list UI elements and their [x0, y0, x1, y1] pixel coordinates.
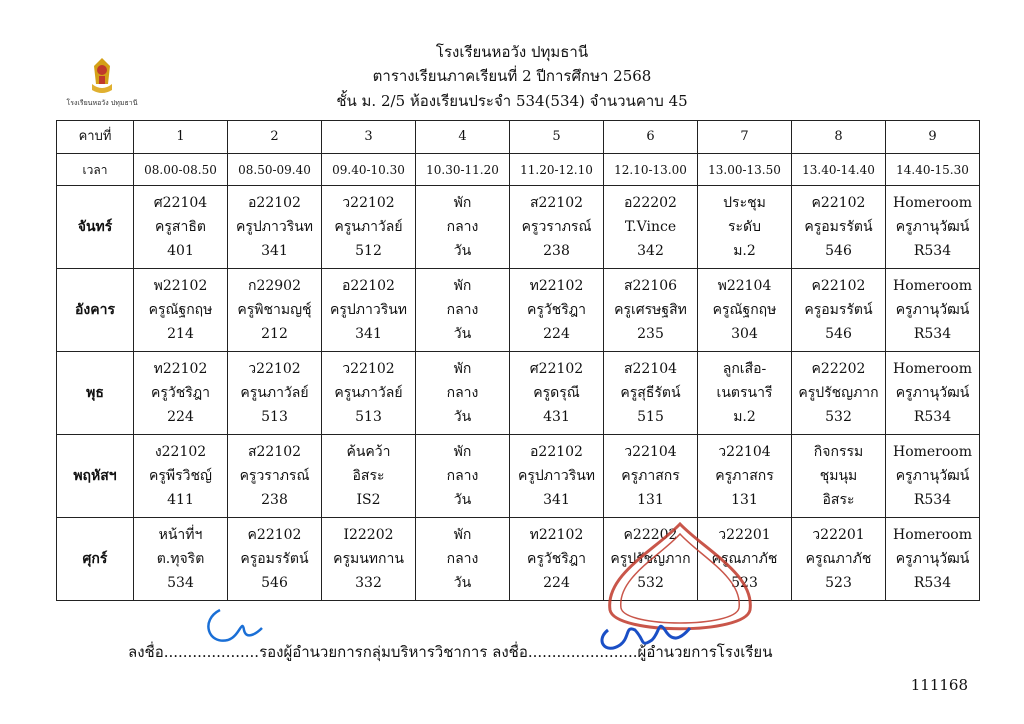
class-cell: [322, 269, 416, 352]
teacher-name: ครูวราภรณ์: [521, 219, 592, 235]
room-number: ม.2: [733, 243, 756, 259]
room-number: วัน: [453, 492, 472, 508]
class-cell: [698, 186, 792, 269]
logo-caption: โรงเรียนหอวัง ปทุมธานี: [66, 99, 138, 107]
class-cell: [416, 435, 510, 518]
subject-code: ว22201: [812, 527, 865, 543]
teacher-name: ครูอมรรัตน์: [804, 219, 873, 235]
teacher-name: ครูภานุวัฒน์: [895, 551, 970, 567]
period-number: 4: [416, 121, 510, 154]
teacher-name: ครูวัชริฎา: [150, 385, 211, 401]
room-number: 238: [261, 492, 288, 508]
subject-code: ว22104: [624, 444, 677, 460]
teacher-name: ครูวราภรณ์: [239, 468, 310, 484]
teacher-name: กลาง: [446, 468, 479, 484]
room-number: R534: [913, 409, 952, 425]
subject-code: อ22202: [624, 195, 677, 211]
subject-code: พัก: [453, 361, 472, 377]
room-number: วัน: [453, 326, 472, 342]
subject-code: ส22104: [623, 361, 678, 377]
subject-code: ท22102: [529, 278, 584, 294]
document-number: 111168: [910, 676, 968, 694]
subject-code: ค22102: [811, 278, 866, 294]
teacher-name: ครูสุธีรัตน์: [620, 385, 681, 401]
class-cell: [322, 435, 416, 518]
period-time: 10.30-11.20: [416, 154, 510, 186]
subject-code: ค22102: [247, 527, 302, 543]
timetable: [56, 120, 980, 601]
period-time: 09.40-10.30: [322, 154, 416, 186]
subject-code: ส22106: [623, 278, 678, 294]
class-cell: [792, 186, 886, 269]
time-label: เวลา: [57, 154, 134, 186]
subject-code: พ22102: [153, 278, 208, 294]
period-number: 8: [792, 121, 886, 154]
teacher-name: ครูณัฐกฤษ: [148, 302, 213, 318]
teacher-name: ครูปรัชญภาก: [610, 551, 691, 567]
class-cell: [510, 435, 604, 518]
subject-code: ส22102: [247, 444, 302, 460]
room-number: วัน: [453, 575, 472, 591]
room-number: 546: [261, 575, 288, 591]
subject-code: ลูกเสือ-: [722, 361, 767, 377]
subject-code: ศ22102: [529, 361, 584, 377]
teacher-name: ครูอมรรัตน์: [804, 302, 873, 318]
teacher-name: ครูณภาภัช: [711, 551, 778, 567]
class-cell: [886, 269, 980, 352]
class-cell: [510, 186, 604, 269]
subject-code: ศ22104: [153, 195, 208, 211]
room-number: 341: [543, 492, 570, 508]
teacher-name: ต.ทุจริต: [156, 551, 205, 567]
subject-code: หน้าที่ฯ: [158, 527, 203, 543]
class-cell: [228, 352, 322, 435]
class-cell: [228, 186, 322, 269]
room-number: 235: [637, 326, 664, 342]
teacher-name: ครูนภาวัลย์: [240, 385, 309, 401]
class-cell: [134, 186, 228, 269]
teacher-name: ครูภาสกร: [715, 468, 774, 484]
class-cell: [416, 352, 510, 435]
room-number: 513: [261, 409, 288, 425]
subject-code: I22202: [343, 527, 394, 543]
teacher-name: ครูปภาวรินท: [329, 302, 408, 318]
subject-code: Homeroom: [892, 278, 973, 294]
day-row: [57, 518, 980, 601]
class-cell: [510, 269, 604, 352]
period-number: 7: [698, 121, 792, 154]
teacher-name: ครูวัชริฎา: [526, 302, 587, 318]
room-number: อิสระ: [822, 492, 855, 508]
teacher-name: ครูอมรรัตน์: [240, 551, 309, 567]
room-number: 332: [355, 575, 382, 591]
class-cell: [416, 518, 510, 601]
room-number: 342: [637, 243, 664, 259]
time-row: [57, 154, 980, 186]
school-name: โรงเรียนหอวัง ปทุมธานี: [435, 43, 589, 61]
class-cell: [134, 269, 228, 352]
subject-code: ค22102: [811, 195, 866, 211]
period-number: 6: [604, 121, 698, 154]
subject-code: อ22102: [530, 444, 583, 460]
room-number: 131: [731, 492, 758, 508]
class-cell: [416, 269, 510, 352]
subject-code: ว22104: [718, 444, 771, 460]
room-number: 304: [731, 326, 758, 342]
subject-code: ค22202: [623, 527, 678, 543]
class-cell: [604, 269, 698, 352]
teacher-name: ครูมนทกาน: [333, 551, 404, 567]
room-number: 224: [167, 409, 194, 425]
room-number: 532: [825, 409, 852, 425]
room-number: 431: [543, 409, 570, 425]
day-name: อังคาร: [57, 269, 134, 352]
teacher-name: เนตรนารี: [716, 385, 773, 401]
teacher-name: ชุมนุม: [819, 468, 858, 484]
teacher-name: ครูเศรษฐสิท: [614, 302, 687, 318]
teacher-name: ครูนภาวัลย์: [334, 219, 403, 235]
class-cell: [698, 352, 792, 435]
class-cell: [698, 269, 792, 352]
class-cell: [322, 352, 416, 435]
class-cell: [698, 435, 792, 518]
period-time: 11.20-12.10: [510, 154, 604, 186]
teacher-name: ครูพีรวิชญ์: [149, 468, 212, 484]
subject-code: ส22102: [529, 195, 584, 211]
period-row: [57, 121, 980, 154]
room-number: 534: [167, 575, 194, 591]
teacher-name: ครูภานุวัฒน์: [895, 385, 970, 401]
room-number: ม.2: [733, 409, 756, 425]
school-emblem-icon: [82, 56, 122, 98]
day-row: [57, 435, 980, 518]
class-cell: [228, 518, 322, 601]
period-time: 08.50-09.40: [228, 154, 322, 186]
day-name: จันทร์: [57, 186, 134, 269]
class-cell: [886, 518, 980, 601]
class-cell: [604, 435, 698, 518]
room-number: 512: [355, 243, 382, 259]
teacher-name: ครูนภาวัลย์: [334, 385, 403, 401]
class-cell: [228, 269, 322, 352]
teacher-name: ครูวัชริฎา: [526, 551, 587, 567]
subject-code: ค้นคว้า: [346, 444, 391, 460]
class-cell: [604, 186, 698, 269]
teacher-name: ครูดรุณี: [533, 385, 580, 401]
class-info: ชั้น ม. 2/5 ห้องเรียนประจำ 534(534) จำนวนคาบ 45: [336, 92, 688, 110]
school-logo: [82, 56, 122, 98]
day-row: [57, 186, 980, 269]
subject-code: Homeroom: [892, 444, 973, 460]
subject-code: ท22102: [153, 361, 208, 377]
class-cell: [416, 186, 510, 269]
room-number: 131: [637, 492, 664, 508]
teacher-name: ครูภานุวัฒน์: [895, 219, 970, 235]
room-number: 546: [825, 326, 852, 342]
timetable-title: ตารางเรียนภาคเรียนที่ 2 ปีการศึกษา 2568: [372, 67, 652, 85]
signature-line: ลงชื่อ....................รองผู้อำนวยการกลุ่มบริหารวิชาการ ลงชื่อ.......................ผู้อำนวยการโรงเรียน: [128, 643, 773, 661]
subject-code: ว22102: [342, 195, 395, 211]
class-cell: [322, 186, 416, 269]
teacher-name: อิสระ: [352, 468, 385, 484]
subject-code: ง22102: [154, 444, 207, 460]
room-number: 523: [825, 575, 852, 591]
period-time: 13.40-14.40: [792, 154, 886, 186]
room-number: R534: [913, 243, 952, 259]
room-number: 515: [637, 409, 664, 425]
subject-code: ว22102: [342, 361, 395, 377]
period-label: คาบที่: [57, 121, 134, 154]
subject-code: ก22902: [247, 278, 301, 294]
class-cell: [792, 269, 886, 352]
subject-code: พัก: [453, 195, 472, 211]
room-number: IS2: [356, 492, 381, 508]
teacher-name: ระดับ: [727, 219, 762, 235]
class-cell: [886, 435, 980, 518]
room-number: 401: [167, 243, 194, 259]
room-number: R534: [913, 575, 952, 591]
class-cell: [792, 352, 886, 435]
class-cell: [604, 352, 698, 435]
teacher-name: ครูภานุวัฒน์: [895, 468, 970, 484]
subject-code: ค22202: [811, 361, 866, 377]
teacher-name: ครูณภาภัช: [805, 551, 872, 567]
room-number: 523: [731, 575, 758, 591]
room-number: 513: [355, 409, 382, 425]
subject-code: อ22102: [342, 278, 395, 294]
day-name: พฤหัสฯ: [57, 435, 134, 518]
room-number: 224: [543, 326, 570, 342]
class-cell: [792, 518, 886, 601]
subject-code: Homeroom: [892, 195, 973, 211]
teacher-name: กลาง: [446, 219, 479, 235]
teacher-name: ครูปภาวรินท: [235, 219, 314, 235]
subject-code: กิจกรรม: [813, 444, 864, 460]
class-cell: [228, 435, 322, 518]
room-number: 341: [261, 243, 288, 259]
period-number: 2: [228, 121, 322, 154]
day-row: [57, 352, 980, 435]
day-row: [57, 269, 980, 352]
period-number: 1: [134, 121, 228, 154]
subject-code: Homeroom: [892, 527, 973, 543]
room-number: 212: [261, 326, 288, 342]
period-time: 13.00-13.50: [698, 154, 792, 186]
subject-code: ว22102: [248, 361, 301, 377]
period-time: 08.00-08.50: [134, 154, 228, 186]
room-number: R534: [913, 326, 952, 342]
period-number: 9: [886, 121, 980, 154]
room-number: 214: [167, 326, 194, 342]
teacher-name: กลาง: [446, 385, 479, 401]
teacher-name: T.Vince: [624, 219, 677, 235]
room-number: วัน: [453, 243, 472, 259]
subject-code: ว22201: [718, 527, 771, 543]
day-name: พุธ: [57, 352, 134, 435]
period-number: 5: [510, 121, 604, 154]
period-number: 3: [322, 121, 416, 154]
room-number: 238: [543, 243, 570, 259]
teacher-name: ครูสาธิต: [155, 219, 206, 235]
class-cell: [134, 518, 228, 601]
subject-code: พัก: [453, 444, 472, 460]
subject-code: พัก: [453, 278, 472, 294]
subject-code: Homeroom: [892, 361, 973, 377]
class-cell: [134, 435, 228, 518]
teacher-name: ครูภาสกร: [621, 468, 680, 484]
teacher-name: ครูปภาวรินท: [517, 468, 596, 484]
subject-code: อ22102: [248, 195, 301, 211]
room-number: 411: [167, 492, 194, 508]
day-name: ศุกร์: [57, 518, 134, 601]
teacher-name: กลาง: [446, 551, 479, 567]
subject-code: พัก: [453, 527, 472, 543]
subject-code: ท22102: [529, 527, 584, 543]
class-cell: [886, 352, 980, 435]
period-time: 14.40-15.30: [886, 154, 980, 186]
class-cell: [886, 186, 980, 269]
class-cell: [510, 352, 604, 435]
room-number: 341: [355, 326, 382, 342]
teacher-name: ครูภานุวัฒน์: [895, 302, 970, 318]
teacher-name: ครูพิชามญชุ์: [237, 302, 312, 318]
teacher-name: ครูปรัชญภาก: [798, 385, 879, 401]
class-cell: [322, 518, 416, 601]
room-number: R534: [913, 492, 952, 508]
room-number: 532: [637, 575, 664, 591]
room-number: 224: [543, 575, 570, 591]
teacher-name: ครูณัฐกฤษ: [712, 302, 777, 318]
class-cell: [134, 352, 228, 435]
period-time: 12.10-13.00: [604, 154, 698, 186]
subject-code: ประชุม: [723, 195, 766, 211]
room-number: วัน: [453, 409, 472, 425]
subject-code: พ22104: [717, 278, 772, 294]
room-number: 546: [825, 243, 852, 259]
class-cell: [792, 435, 886, 518]
teacher-name: กลาง: [446, 302, 479, 318]
